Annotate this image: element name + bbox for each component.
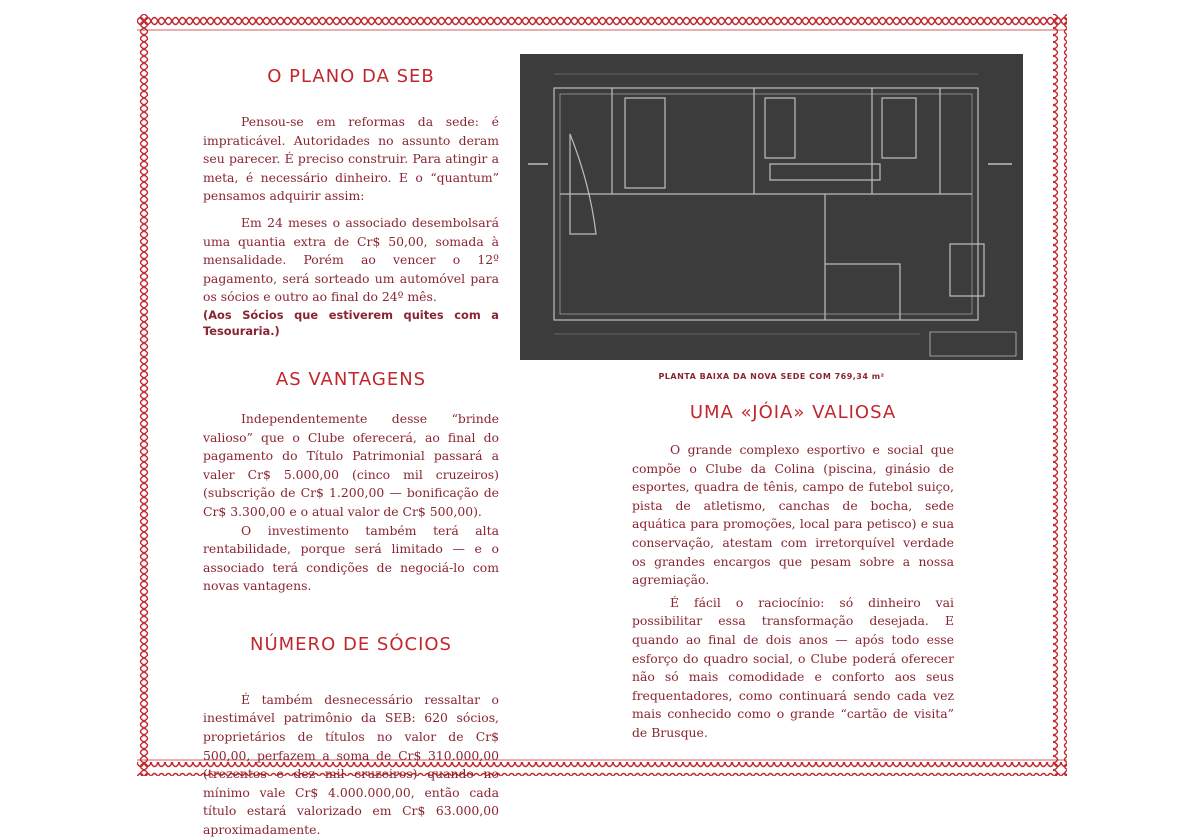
note-tesouraria: (Aos Sócios que estiverem quites com a Tesouraria.) (203, 307, 499, 338)
floor-plan-image (520, 54, 1023, 360)
paragraph-plano-1: Pensou-se em reformas da sede: é impraticável. Autoridades no assunto deram seu parecer. É preciso construir. Para atingir a meta, é necessário dinheiro. E o “quantum” pensamos adquirir assim: (203, 114, 499, 204)
paragraph-joia-2: É fácil o raciocínio: só dinheiro vai possibilitar essa transformação desejada. E quando ao final de dois anos — após todo esse esforço do quadro social, o Clube poderá oferecer não só mais comodidade e conforto aos seus frequentadores, como continuará sendo cada vez mais conhecido como o grande “cartão de visita” de Brusque. (632, 594, 954, 740)
section-title-plano: O PLANO DA SEB (267, 66, 435, 87)
paragraph-vantagens-1: Independentemente desse “brinde valioso” que o Clube oferecerá, ao final do pagamento do Título Patrimonial passará a valer Cr$ 5.000,00 (cinco mil cruzeiros) (subscrição de Cr$ 1.200,00 — bonificação de Cr$ 3.300,00 e o atual valor de Cr$ 500,00). (203, 410, 499, 519)
section-title-socios: NÚMERO DE SÓCIOS (250, 633, 452, 655)
figure-caption: PLANTA BAIXA DA NOVA SEDE COM 769,34 m² (658, 372, 885, 381)
paragraph-plano-2: Em 24 meses o associado desembolsará uma quantia extra de Cr$ 50,00, somada à mensalidade. Porém ao vencer o 12º pagamento, será sorteado um automóvel para os sócios e outro ao final do 24º mês. (203, 214, 499, 305)
paragraph-socios-1: É também desnecessário ressaltar o inestimável patrimônio da SEB: 620 sócios, proprietários de títulos no valor de Cr$ 500,00, perfazem a soma de Cr$ 310.000,00 (trezentos e dez mil cruzeiros) quando no mínimo vale Cr$ 4.000.000,00, então cada título estará valorizado em Cr$ 63.000,00 aproximadamente. (203, 691, 499, 838)
paragraph-vantagens-2: O investimento também terá alta rentabilidade, porque será limitado — e o associado terá condições de negociá-lo com novas vantagens. (203, 522, 499, 594)
right-column (632, 402, 954, 743)
paragraph-joia-1: O grande complexo esportivo e social que compõe o Clube da Colina (piscina, ginásio de esportes, quadra de tênis, campo de futebol suiço, pista de atletismo, canchas de bocha, sede aquática para promoções, local para petisco) e sua conservação, atestam com irretorquível verdade os grandes encargos que pesam sobre a nossa agremiação. (632, 442, 954, 588)
section-title-vantagens: AS VANTAGENS (275, 368, 427, 390)
section-title-joia: UMA «JÓIA» VALIOSA (689, 402, 897, 423)
floor-plan-drawing (520, 54, 1023, 360)
left-column (203, 64, 499, 840)
brochure-page (137, 14, 1067, 838)
